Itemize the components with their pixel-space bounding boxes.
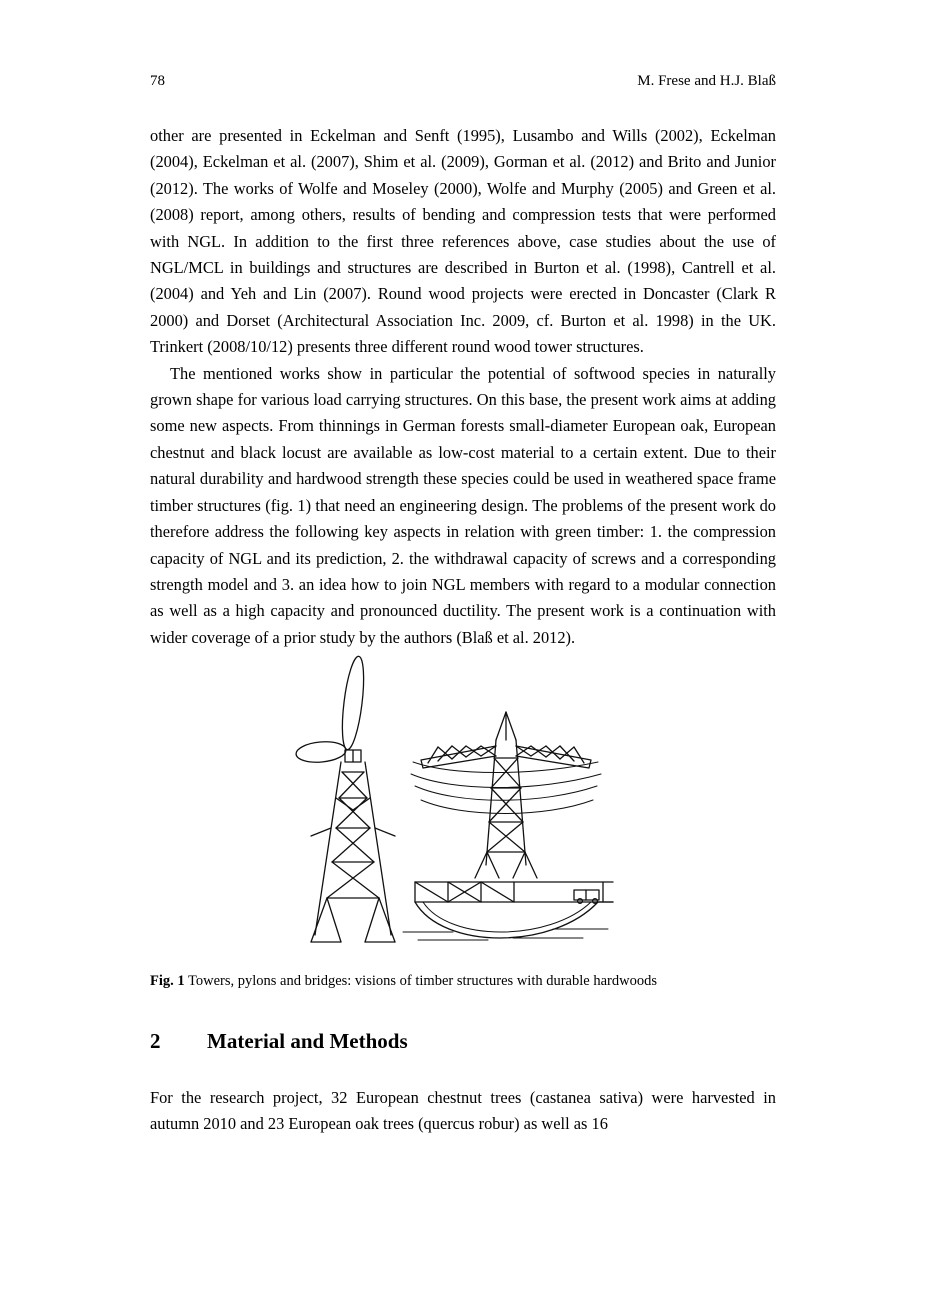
figure-1-image [150, 650, 776, 960]
paragraph-continued: other are presented in Eckelman and Senft (1995), Lusambo and Wills (2002), Eckelman (2004), Eckelman et al. (2007), Shim et al. (2009), Gorman et al. (2012) and Brito and Junior (2012). The works of Wolfe and Moseley (2000), Wolfe and Murphy (2005) and Green et al. (2008) report, among others, results of bending and compression tests that were performed with NGL. In addition to the first three references above, case studies about the use of NGL/MCL in buildings and structures are described in Burton et al. (1998), Cantrell et al. (2004) and Yeh and Lin (2007). Round wood projects were erected in Doncaster (Clark R 2000) and Dorset (Architectural Association Inc. 2009, cf. Burton et al. 1998) in the UK. Trinkert (2008/10/12) presents three different round wood tower structures. [150, 126, 776, 357]
timber-structures-drawing [253, 650, 673, 955]
section-number: 2 [150, 1029, 161, 1053]
page-header [150, 72, 776, 90]
wind-turbine-icon [295, 655, 395, 942]
section-title: Material and Methods [207, 1029, 408, 1053]
section-paragraph: For the research project, 32 European chestnut trees (castanea sativa) were harvested in autumn 2010 and 23 European oak trees (quercus robur) as well as 16 [150, 1088, 776, 1134]
transmission-pylon-icon [411, 712, 601, 878]
section-heading [150, 1028, 776, 1054]
figure-caption-text: Towers, pylons and bridges: visions of timber structures with durable hardwoods [188, 973, 657, 989]
truss-bridge-icon [403, 882, 613, 940]
paragraph-two: The mentioned works show in particular the potential of softwood species in naturally grown shape for various load carrying structures. On this base, the present work aims at adding some new aspects. From thinnings in German forests small-diameter European oak, European chestnut and black locust are available as low-cost material to a certain extent. Due to their natural durability and hardwood strength these species could be used in weathered space frame timber structures (fig. 1) that need an engineering design. The problems of the present work do therefore address the following key aspects in relation with green timber: 1. the compression capacity of NGL and its prediction, 2. the withdrawal capacity of screws and a corresponding strength model and 3. an idea how to join NGL members with regard to a modular connection as well as a high capacity and pronounced ductility. The present work is a continuation with wider coverage of a prior study by the authors (Blaß et al. 2012). [150, 363, 776, 647]
section-body-text [150, 1085, 776, 1138]
figure-label: Fig. 1 [150, 973, 185, 989]
running-title: M. Frese and H.J. Blaß [637, 73, 776, 89]
figure-caption [150, 972, 776, 991]
page-number: 78 [150, 73, 165, 89]
body-text [150, 123, 776, 651]
